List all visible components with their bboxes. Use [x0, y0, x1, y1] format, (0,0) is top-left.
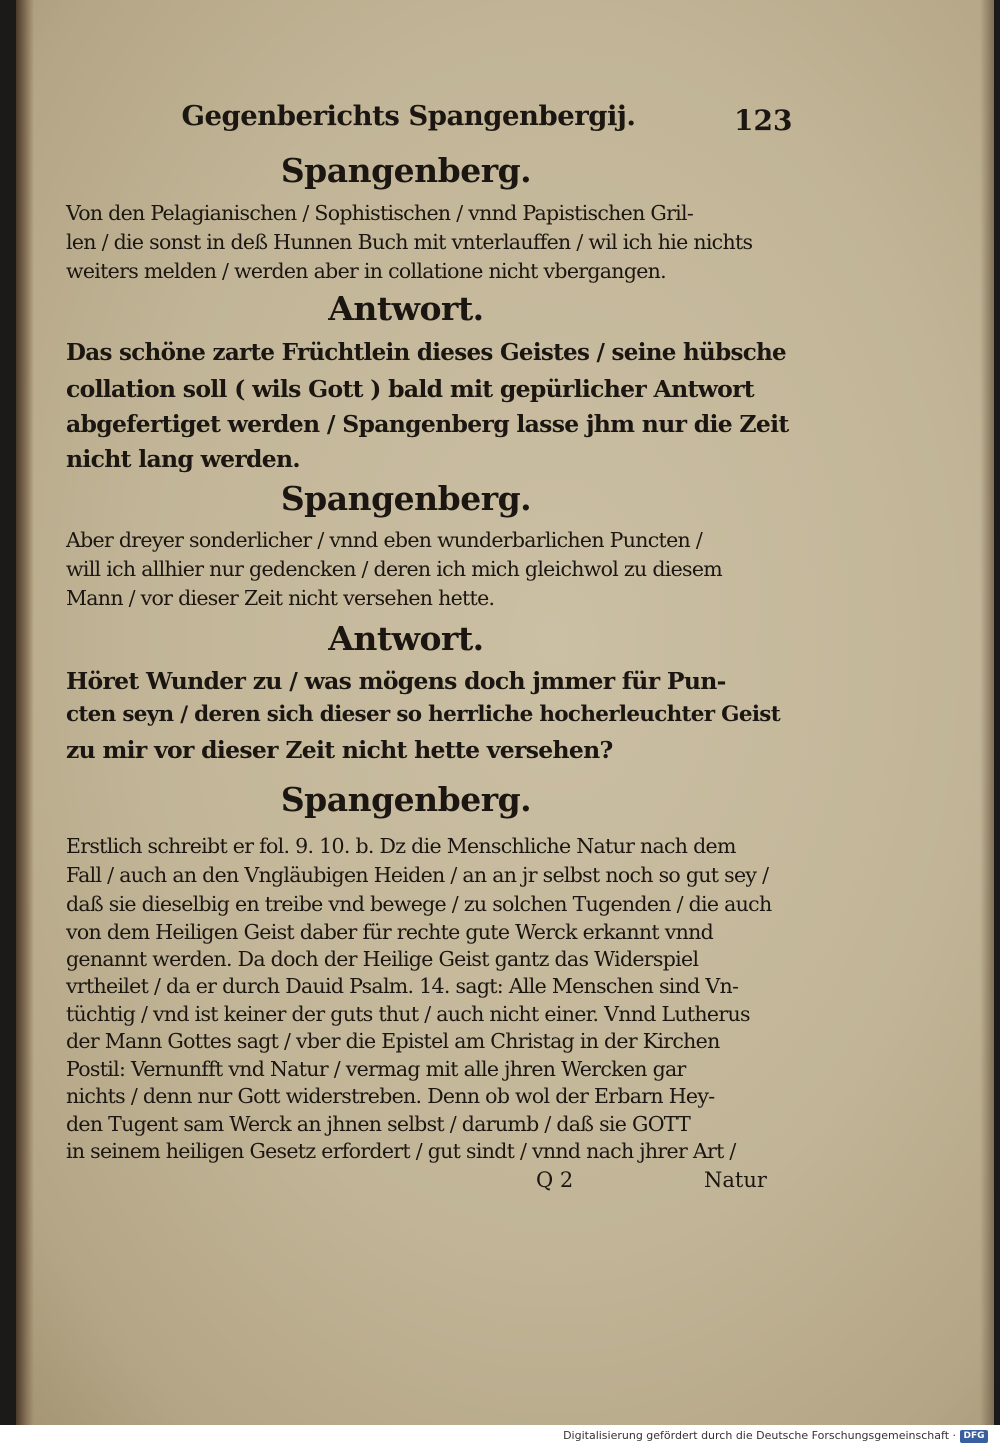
- text-line: weiters melden / werden aber in collatione nicht vbergangen.: [66, 259, 666, 283]
- catchword: Natur: [704, 1168, 767, 1192]
- text-line: den Tugent sam Werck an jhnen selbst / darumb / daß sie GOTT: [66, 1112, 691, 1136]
- speaker-heading: Antwort.: [328, 619, 484, 658]
- text-line: Erstlich schreibt er fol. 9. 10. b. Dz die Menschliche Natur nach dem: [66, 834, 736, 858]
- digitization-credit: Digitalisierung gefördert durch die Deutsche Forschungsgemeinschaft ·: [563, 1429, 956, 1442]
- text-line: nichts / denn nur Gott widerstreben. Denn ob wol der Erbarn Hey-: [66, 1084, 715, 1108]
- text-line: abgefertiget werden / Spangenberg lasse jhm nur die Zeit: [66, 410, 789, 438]
- text-line: len / die sonst in deß Hunnen Buch mit vnterlauffen / wil ich hie nichts: [66, 230, 753, 254]
- page-edge-shadow: [980, 0, 994, 1425]
- text-line: nicht lang werden.: [66, 445, 300, 473]
- text-line: von dem Heiligen Geist daber für rechte gute Werck erkannt vnnd: [66, 920, 714, 944]
- running-head: Gegenberichts Spangenbergij.: [181, 100, 636, 132]
- text-line: Postil: Vernunfft vnd Natur / vermag mit alle jhren Wercken gar: [66, 1057, 686, 1081]
- text-line: cten seyn / deren sich dieser so herrliche hocherleuchter Geist: [66, 702, 780, 727]
- book-page: [16, 0, 994, 1425]
- text-line: collation soll ( wils Gott ) bald mit gepürlicher Antwort: [66, 375, 754, 403]
- text-line: der Mann Gottes sagt / vber die Epistel am Christag in der Kirchen: [66, 1029, 720, 1053]
- text-line: daß sie dieselbig en treibe vnd bewege / zu solchen Tugenden / die auch: [66, 892, 772, 916]
- page-gutter-shadow: [16, 0, 34, 1425]
- text-line: zu mir vor dieser Zeit nicht hette versehen?: [66, 736, 613, 764]
- folio-number: 123: [734, 104, 793, 137]
- dfg-logo: DFG: [960, 1430, 988, 1443]
- text-line: Aber dreyer sonderlicher / vnnd eben wunderbarlichen Puncten /: [66, 528, 703, 552]
- text-line: tüchtig / vnd ist keiner der guts thut / auch nicht einer. Vnnd Lutherus: [66, 1002, 750, 1026]
- text-line: will ich allhier nur gedencken / deren ich mich gleichwol zu diesem: [66, 557, 723, 581]
- speaker-heading: Spangenberg.: [280, 479, 532, 518]
- speaker-heading: Antwort.: [328, 289, 484, 328]
- text-line: in seinem heiligen Gesetz erfordert / gut sindt / vnnd nach jhrer Art /: [66, 1139, 736, 1163]
- text-line: genannt werden. Da doch der Heilige Geist gantz das Widerspiel: [66, 947, 699, 971]
- signature-mark: Q 2: [536, 1168, 574, 1192]
- speaker-heading: Spangenberg.: [280, 151, 532, 190]
- speaker-heading: Spangenberg.: [280, 780, 532, 819]
- text-line: Mann / vor dieser Zeit nicht versehen hette.: [66, 586, 495, 610]
- text-line: Von den Pelagianischen / Sophistischen / vnnd Papistischen Gril-: [66, 201, 694, 225]
- text-line: vrtheilet / da er durch Dauid Psalm. 14. sagt: Alle Menschen sind Vn-: [66, 974, 739, 998]
- text-line: Das schöne zarte Früchtlein dieses Geistes / seine hübsche: [66, 339, 786, 366]
- text-line: Fall / auch an den Vngläubigen Heiden / an an jr selbst noch so gut sey /: [66, 863, 769, 887]
- text-line: Höret Wunder zu / was mögens doch jmmer für Pun-: [66, 667, 726, 695]
